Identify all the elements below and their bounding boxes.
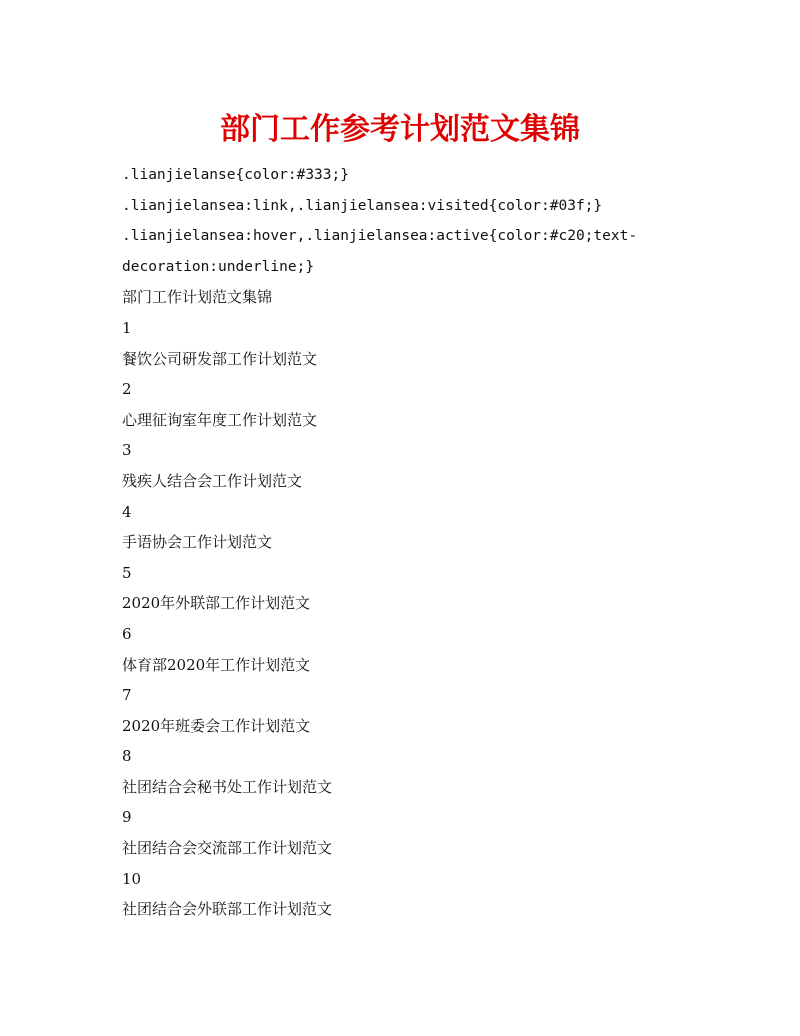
item-text: 社团结合会交流部工作计划范文 <box>122 839 333 858</box>
item-number: 8 <box>122 747 132 766</box>
item-number: 10 <box>122 869 142 888</box>
item-number: 2 <box>122 380 132 399</box>
item-text: 社团结合会外联部工作计划范文 <box>122 900 333 919</box>
item-number: 9 <box>122 808 132 827</box>
item-text: 2020年外联部工作计划范文 <box>122 594 311 613</box>
css-line: decoration:underline;} <box>122 258 315 275</box>
item-number: 1 <box>122 318 132 337</box>
item-text: 体育部2020年工作计划范文 <box>122 655 311 674</box>
item-number: 3 <box>122 441 132 460</box>
css-line: .lianjielansea:link,.lianjielansea:visited{color:#03f;} <box>122 197 603 214</box>
item-text: 餐饮公司研发部工作计划范文 <box>122 349 318 368</box>
item-number: 4 <box>122 502 132 521</box>
item-text: 社团结合会秘书处工作计划范文 <box>122 777 333 796</box>
item-text: 手语协会工作计划范文 <box>122 533 273 552</box>
item-text: 残疾人结合会工作计划范文 <box>122 471 303 490</box>
section-heading: 部门工作计划范文集锦 <box>122 288 273 307</box>
document-title: 部门工作参考计划范文集锦 <box>220 112 580 147</box>
item-number: 5 <box>122 563 132 582</box>
css-line: .lianjielansea:hover,.lianjielansea:active{color:#c20;text- <box>122 228 638 245</box>
item-number: 6 <box>122 624 132 643</box>
item-number: 7 <box>122 686 132 705</box>
item-text: 心理征询室年度工作计划范文 <box>122 410 318 429</box>
document-body <box>122 160 638 925</box>
css-line: .lianjielanse{color:#333;} <box>122 167 349 183</box>
item-text: 2020年班委会工作计划范文 <box>122 716 311 735</box>
